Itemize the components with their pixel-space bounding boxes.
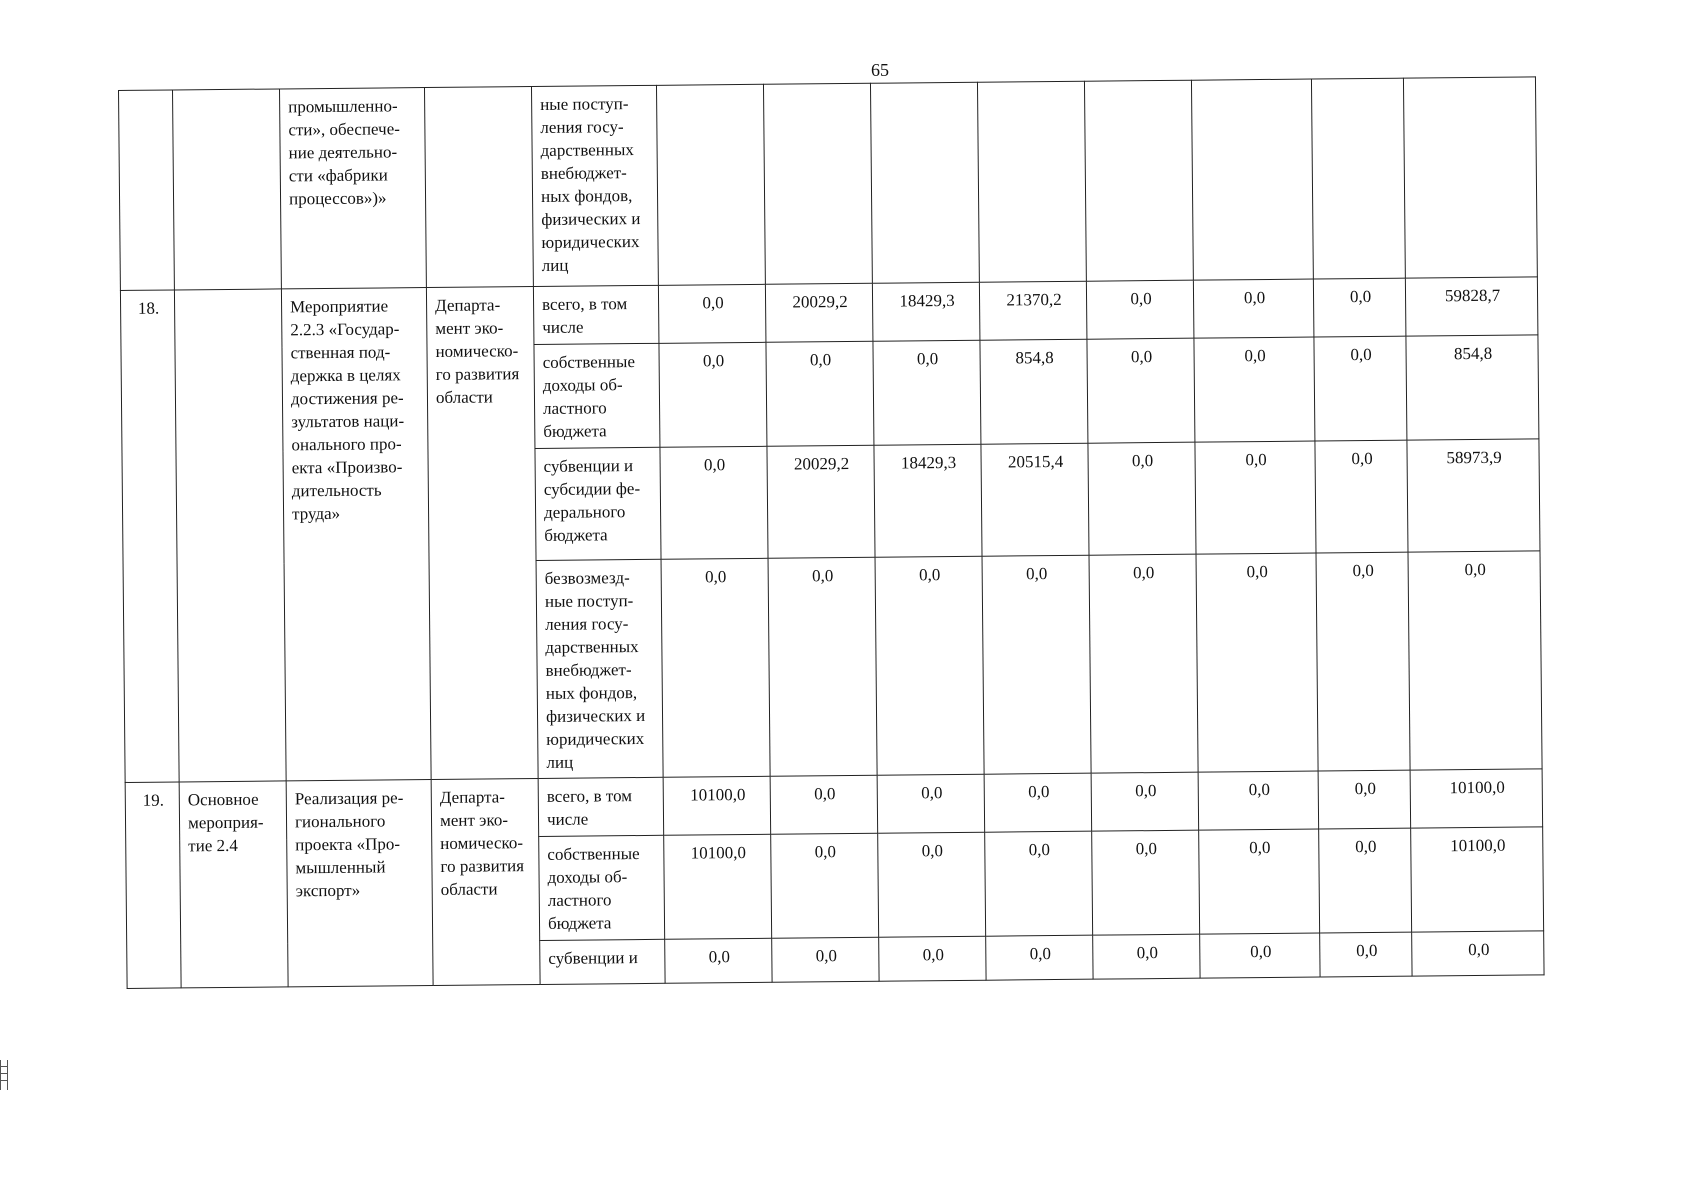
row-number <box>119 90 175 291</box>
amount-cell: 0,0 <box>1193 279 1314 338</box>
funding-source-cell: всего, в том числе <box>533 285 659 344</box>
amount-cell: 10100,0 <box>1411 827 1544 932</box>
amount-cell: 0,0 <box>768 557 877 776</box>
amount-cell: 0,0 <box>879 936 986 981</box>
amount-cell: 0,0 <box>986 935 1093 980</box>
amount-cell: 18429,3 <box>874 444 982 557</box>
amount-cell: 0,0 <box>1091 772 1199 831</box>
table-row <box>119 77 1538 291</box>
amount-cell <box>763 83 872 284</box>
amount-cell: 0,0 <box>772 937 879 982</box>
executor-cell <box>424 87 533 288</box>
activity-cell: Реализация ре-гионального проекта «Про-мышленный экспорт» <box>286 780 433 987</box>
amount-cell: 0,0 <box>770 775 878 834</box>
executor-cell: Департа-мент эко-номическо-го развития области <box>431 778 540 985</box>
row-number: 18. <box>120 290 179 782</box>
amount-cell: 0,0 <box>1319 828 1412 933</box>
amount-cell: 0,0 <box>1318 770 1411 829</box>
main-activity-cell <box>174 289 286 782</box>
amount-cell: 854,8 <box>1406 335 1539 440</box>
amount-cell <box>1084 80 1193 281</box>
funding-source-cell: субвенции и <box>540 939 665 984</box>
amount-cell: 854,8 <box>980 339 1088 444</box>
amount-cell: 0,0 <box>771 833 879 938</box>
amount-cell: 0,0 <box>875 556 984 775</box>
amount-cell <box>1191 79 1313 280</box>
amount-cell: 0,0 <box>1194 337 1315 442</box>
amount-cell: 58973,9 <box>1407 439 1540 552</box>
executor-cell: Департа-мент эко-номическо-го развития области <box>426 287 538 780</box>
amount-cell: 0,0 <box>1412 931 1544 976</box>
amount-cell: 0,0 <box>1408 551 1542 770</box>
amount-cell: 0,0 <box>1199 829 1320 934</box>
funding-source-cell: собственные доходы об-ластного бюджета <box>539 835 665 940</box>
amount-cell: 20515,4 <box>981 443 1089 556</box>
amount-cell: 0,0 <box>985 831 1093 936</box>
amount-cell: 0,0 <box>1195 441 1316 554</box>
amount-cell: 0,0 <box>1314 336 1407 441</box>
funding-source-cell: всего, в том числе <box>538 777 664 836</box>
amount-cell: 20029,2 <box>765 283 873 342</box>
page-number: 65 <box>871 60 889 80</box>
amount-cell: 0,0 <box>1320 932 1412 977</box>
amount-cell: 0,0 <box>873 340 981 445</box>
amount-cell: 0,0 <box>661 558 770 777</box>
amount-cell: 0,0 <box>984 773 1092 832</box>
amount-cell: 21370,2 <box>979 281 1087 340</box>
amount-cell: 0,0 <box>877 774 985 833</box>
amount-cell: 0,0 <box>1088 442 1196 555</box>
amount-cell <box>870 82 979 283</box>
amount-cell: 20029,2 <box>767 445 875 558</box>
amount-cell <box>1403 77 1537 278</box>
amount-cell: 0,0 <box>1313 278 1406 337</box>
amount-cell: 0,0 <box>1089 554 1198 773</box>
amount-cell: 0,0 <box>665 938 772 983</box>
amount-cell: 0,0 <box>1200 933 1320 978</box>
amount-cell <box>1311 78 1405 279</box>
amount-cell <box>977 81 1086 282</box>
amount-cell: 0,0 <box>659 342 767 447</box>
row-number: 19. <box>125 782 181 989</box>
budget-table <box>118 76 1545 989</box>
main-activity-cell <box>173 89 282 290</box>
amount-cell: 0,0 <box>1198 771 1319 830</box>
amount-cell: 0,0 <box>766 341 874 446</box>
amount-cell: 0,0 <box>1093 934 1200 979</box>
amount-cell: 0,0 <box>1086 280 1194 339</box>
activity-cell: промышленно-сти», обеспече-ние деятельно-сти «фабрики процессов»)» <box>279 88 426 289</box>
funding-source-cell: безвозмезд-ные поступ-ления госу-дарственных внебюджет-ных фондов, физических и юридических лиц <box>536 559 663 778</box>
amount-cell: 0,0 <box>1315 440 1408 553</box>
amount-cell: 10100,0 <box>663 776 771 835</box>
activity-cell: Мероприятие 2.2.3 «Государ-ственная под-держка в целях достижения ре-зультатов наци-онального про-екта «Произво-дительность труда» <box>281 288 431 781</box>
amount-cell: 0,0 <box>878 832 986 937</box>
amount-cell: 18429,3 <box>872 282 980 341</box>
amount-cell: 0,0 <box>658 284 766 343</box>
amount-cell: 0,0 <box>982 555 1091 774</box>
amount-cell: 0,0 <box>1092 830 1200 935</box>
amount-cell: 10100,0 <box>664 834 772 939</box>
funding-source-cell: собственные доходы об-ластного бюджета <box>534 343 660 448</box>
funding-source-cell: субвенции и субсидии фе-дерального бюджета <box>535 447 661 560</box>
amount-cell: 59828,7 <box>1405 277 1538 336</box>
document-sheet <box>118 76 1545 989</box>
amount-cell: 0,0 <box>1316 552 1410 771</box>
binder-marks <box>0 1060 8 1090</box>
main-activity-cell: Основное мероприя-тие 2.4 <box>179 781 288 988</box>
amount-cell: 0,0 <box>1087 338 1195 443</box>
amount-cell: 10100,0 <box>1410 769 1543 828</box>
amount-cell: 0,0 <box>1196 553 1318 772</box>
funding-source-cell: ные поступ-ления госу-дарственных внебюджет-ных фондов, физических и юридических лиц <box>531 85 658 286</box>
amount-cell <box>656 84 765 285</box>
amount-cell: 0,0 <box>660 446 768 559</box>
